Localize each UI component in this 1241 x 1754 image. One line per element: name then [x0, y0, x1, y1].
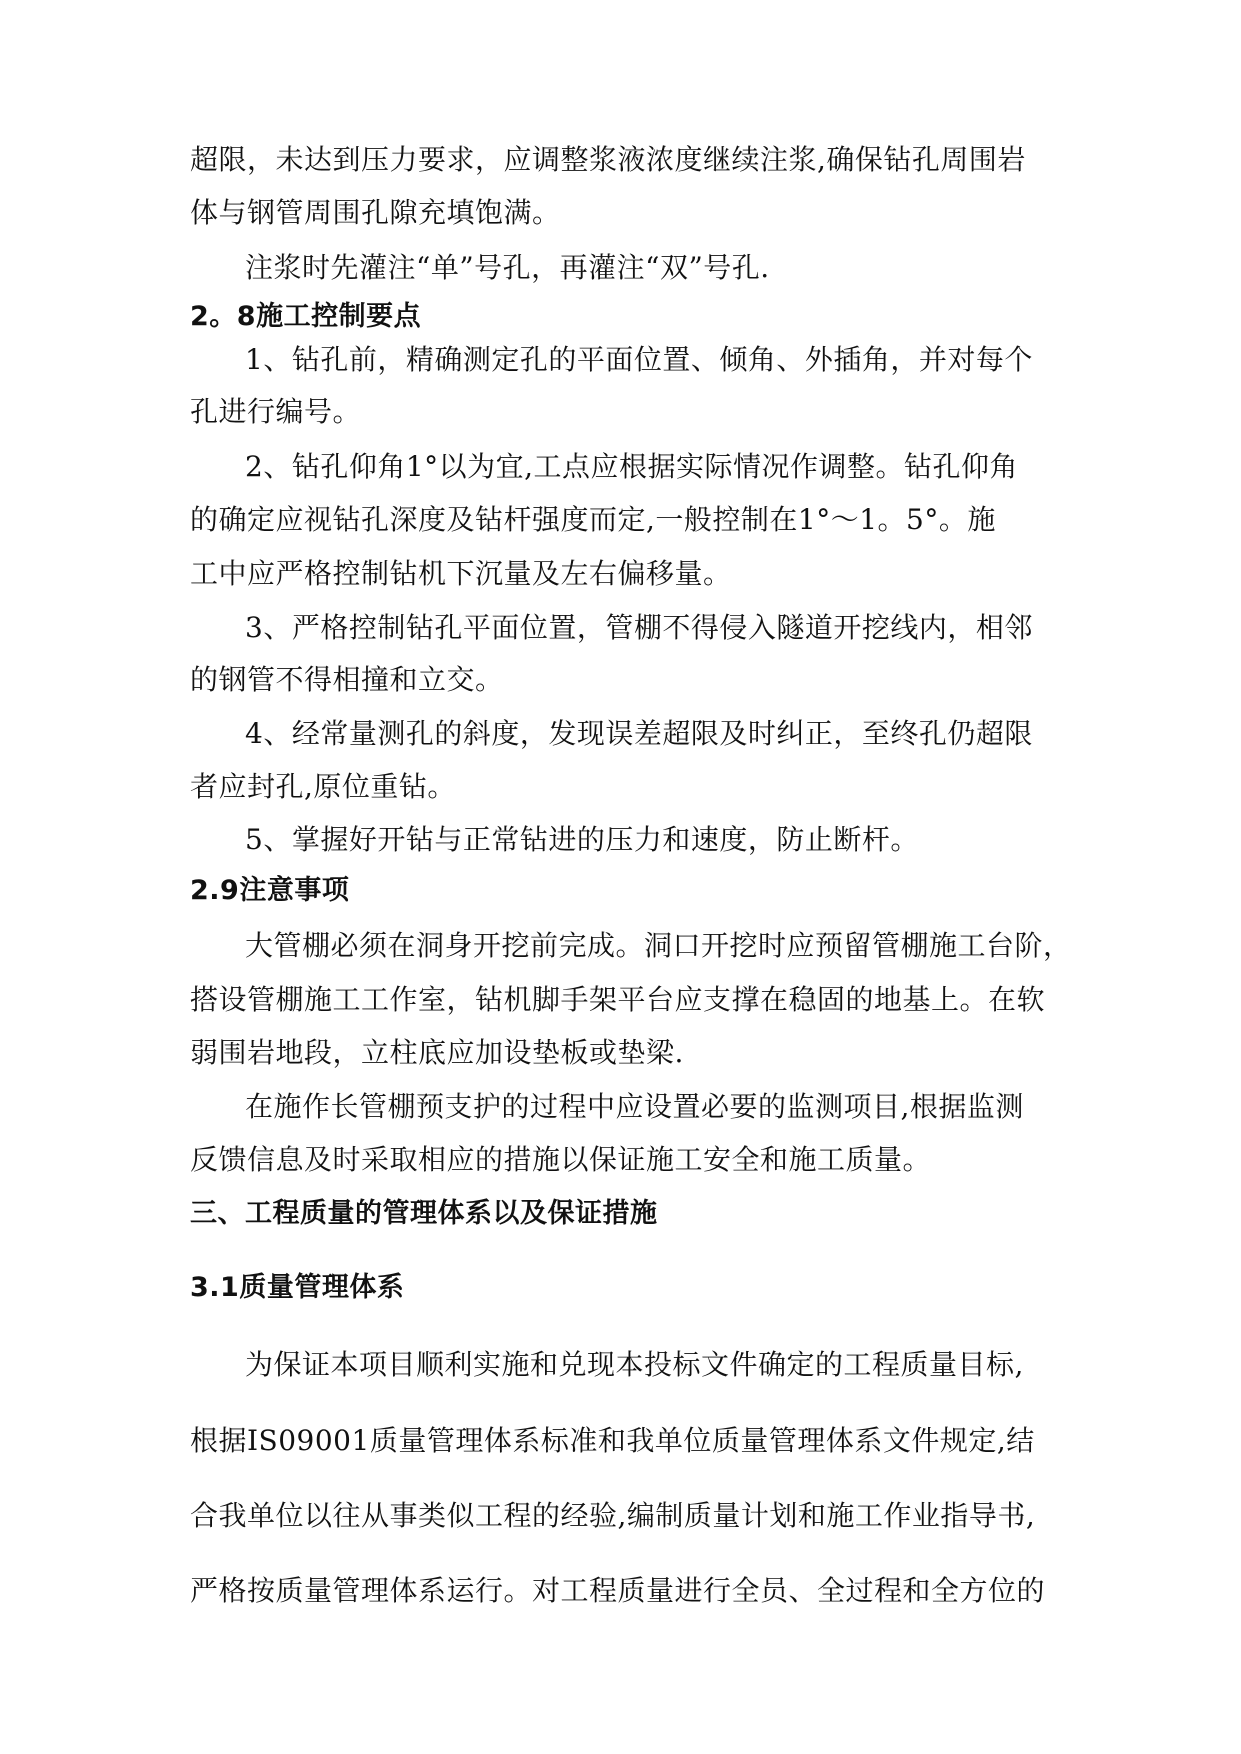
- body-text-line: 反馈信息及时采取相应的措施以保证施工安全和施工质量。: [190, 1143, 932, 1176]
- section-heading-2-9: 2.9注意事项: [190, 875, 350, 906]
- body-text-line: 工中应严格控制钻机下沉量及左右偏移量。: [190, 557, 732, 590]
- body-text-line: 孔进行编号。: [190, 395, 362, 428]
- section-heading-3-1: 3.1质量管理体系: [190, 1272, 405, 1303]
- chapter-heading-3: 三、工程质量的管理体系以及保证措施: [190, 1198, 658, 1229]
- body-text-line: 合我单位以往从事类似工程的经验,编制质量计划和施工作业指导书,: [190, 1499, 1036, 1532]
- body-text-line: 根据IS09001质量管理体系标准和我单位质量管理体系文件规定,结: [190, 1424, 1035, 1457]
- body-text-line: 严格按质量管理体系运行。对工程质量进行全员、全过程和全方位的: [190, 1574, 1046, 1607]
- body-text-line: 的钢管不得相撞和立交。: [190, 663, 504, 696]
- list-item-4: 4、经常量测孔的斜度，发现误差超限及时纠正，至终孔仍超限: [245, 717, 1033, 750]
- body-text-line: 为保证本项目顺利实施和兑现本投标文件确定的工程质量目标,: [245, 1348, 1024, 1381]
- list-item-5: 5、掌握好开钻与正常钻进的压力和速度，防止断杆。: [245, 823, 919, 856]
- list-item-3: 3、严格控制钻孔平面位置，管棚不得侵入隧道开挖线内，相邻: [245, 611, 1033, 644]
- body-text-line: 搭设管棚施工工作室，钻机脚手架平台应支撑在稳固的地基上。在软: [190, 983, 1046, 1016]
- body-text-line: 弱围岩地段，立柱底应加设垫板或垫梁.: [190, 1036, 684, 1069]
- body-text-line: 大管棚必须在洞身开挖前完成。洞口开挖时应预留管棚施工台阶，: [245, 929, 1072, 962]
- body-text-line: 者应封孔,原位重钻。: [190, 770, 456, 803]
- body-text-line: 在施作长管棚预支护的过程中应设置必要的监测项目,根据监测: [245, 1090, 1024, 1123]
- body-text-line: 的确定应视钻孔深度及钻杆强度而定,一般控制在1°～1。5°。施: [190, 503, 996, 536]
- body-text-line: 体与钢管周围孔隙充填饱满。: [190, 196, 561, 229]
- section-heading-2-8: 2。8施工控制要点: [190, 301, 422, 332]
- body-text-line: 注浆时先灌注“单”号孔，再灌注“双”号孔.: [245, 251, 770, 284]
- list-item-1: 1、钻孔前，精确测定孔的平面位置、倾角、外插角，并对每个: [245, 343, 1033, 376]
- body-text-line: 超限，未达到压力要求，应调整浆液浓度继续注浆,确保钻孔周围岩: [190, 143, 1026, 176]
- list-item-2: 2、钻孔仰角1°以为宜,工点应根据实际情况作调整。钻孔仰角: [245, 450, 1019, 483]
